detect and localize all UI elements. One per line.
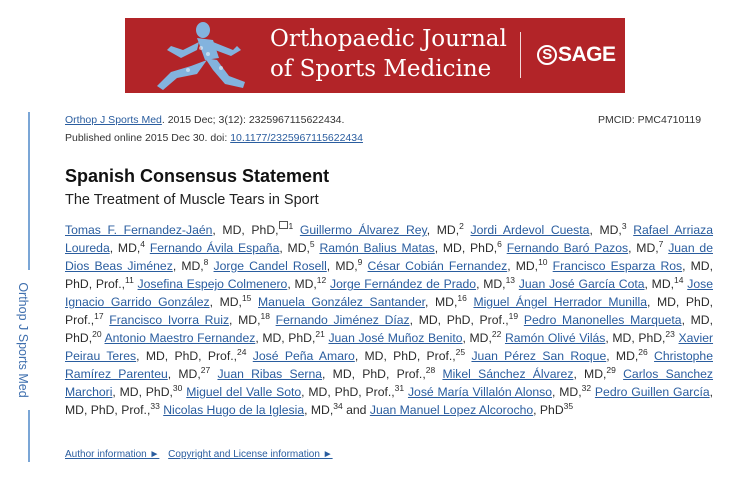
- author-degrees: , MD,: [279, 241, 310, 255]
- affiliation-number: 28: [425, 364, 436, 375]
- author-link[interactable]: Josefina Espejo Colmenero: [137, 277, 288, 291]
- citation-line: [65, 111, 363, 129]
- author-degrees: , MD,: [109, 241, 141, 255]
- author-degrees: , MD,: [425, 295, 458, 309]
- journal-title-line2: of Sports Medicine: [270, 56, 492, 82]
- author-degrees: , MD, PhD, Prof.,: [65, 295, 714, 327]
- info-links: [65, 449, 339, 460]
- affiliation-number: 5: [309, 238, 315, 249]
- author-degrees: , MD,: [209, 295, 242, 309]
- author-degrees: , MD,: [476, 277, 506, 291]
- affiliation-number: 1: [288, 220, 294, 231]
- affiliation-number: 30: [172, 382, 183, 393]
- author-link[interactable]: Carlos Sanchez Marchori: [65, 367, 714, 399]
- author-link[interactable]: Miguel Ángel Herrador Munilla: [473, 295, 647, 309]
- author-link[interactable]: Guillermo Álvarez Rey: [299, 223, 427, 237]
- affiliation-number: 7: [658, 238, 664, 249]
- affiliation-number: 21: [315, 328, 325, 339]
- affiliation-number: 12: [316, 274, 327, 285]
- author-degrees: , MD, PhD, Prof.,: [354, 349, 456, 363]
- author-degrees: , MD,: [229, 313, 261, 327]
- author-degrees: , MD, PhD,: [255, 331, 316, 345]
- affiliation-number: 22: [491, 328, 502, 339]
- author-link[interactable]: Xavier Peirau Teres: [65, 331, 714, 363]
- author-degrees: , MD,: [287, 277, 317, 291]
- author-link[interactable]: Jordi Ardevol Cuesta: [470, 223, 590, 237]
- author-degrees: , MD, PhD,: [65, 313, 713, 345]
- affiliation-number: 6: [497, 238, 502, 249]
- author-link[interactable]: Jose Ignacio Garrido González: [65, 277, 713, 309]
- author-link[interactable]: Ramón Olivé Vilás: [504, 331, 606, 345]
- affiliation-number: 13: [505, 274, 516, 285]
- author-link[interactable]: Juan José García Cota: [518, 277, 645, 291]
- affiliation-number: 8: [203, 256, 209, 267]
- author-link[interactable]: Christophe Ramírez Parenteu: [65, 349, 713, 381]
- affiliation-number: 19: [508, 310, 519, 321]
- author-link[interactable]: Jorge Candel Rosell: [213, 259, 327, 273]
- doi-link[interactable]: 10.1177/2325967115622434: [230, 132, 363, 144]
- affiliation-number: 24: [236, 346, 247, 357]
- author-link[interactable]: Tomas F. Fernandez-Jaén: [65, 223, 213, 237]
- author-degrees: , MD, PhD,: [112, 385, 173, 399]
- author-degrees: , MD, PhD,: [212, 223, 279, 237]
- author-degrees: , MD, PhD, Prof.,: [409, 313, 509, 327]
- author-link[interactable]: Francisco Esparza Ros: [552, 259, 683, 273]
- author-link[interactable]: Juan Manuel Lopez Alcorocho: [369, 403, 534, 417]
- affiliation-number: 18: [260, 310, 270, 321]
- affiliation-number: 3: [621, 220, 627, 231]
- author-link[interactable]: Mikel Sánchez Álvarez: [442, 367, 574, 381]
- sage-s-icon: S: [537, 45, 557, 65]
- affiliation-number: 14: [674, 274, 684, 285]
- affiliation-number: 23: [665, 328, 675, 339]
- journal-banner[interactable]: [125, 18, 625, 93]
- journal-title-line1: Orthopaedic Journal: [270, 26, 507, 52]
- citation-block: [65, 111, 363, 147]
- affiliation-number: 11: [124, 274, 134, 285]
- author-link[interactable]: Pedro Guillen García: [594, 385, 710, 399]
- author-link[interactable]: José Peña Amaro: [252, 349, 355, 363]
- author-link[interactable]: Jorge Fernández de Prado: [330, 277, 477, 291]
- author-link[interactable]: Ramón Balius Matas: [319, 241, 435, 255]
- author-degrees: , MD,: [573, 367, 607, 381]
- author-degrees: , MD,: [644, 277, 675, 291]
- author-link[interactable]: Juan de Dios Beas Jiménez: [65, 241, 713, 273]
- author-degrees: , MD, PhD, Prof.,: [322, 367, 426, 381]
- author-degrees: , MD, PhD,: [434, 241, 498, 255]
- author-degrees: , MD,: [167, 367, 201, 381]
- affiliation-number: 9: [357, 256, 363, 267]
- author-link[interactable]: Fernando Baró Pazos: [506, 241, 629, 255]
- author-link[interactable]: Fernando Jiménez Díaz: [275, 313, 410, 327]
- author-degrees: , MD,: [628, 241, 659, 255]
- affiliation-number: 35: [563, 400, 574, 411]
- author-link[interactable]: Fernando Ávila España: [149, 241, 280, 255]
- author-list: [65, 221, 713, 419]
- journal-link[interactable]: Orthop J Sports Med: [65, 114, 162, 126]
- affiliation-number: 4: [140, 238, 145, 249]
- affiliation-number: 33: [150, 400, 160, 411]
- affiliation-number: 20: [92, 328, 102, 339]
- author-link[interactable]: Nicolas Hugo de la Iglesia: [163, 403, 305, 417]
- author-link[interactable]: Rafael Arriaza Loureda: [65, 223, 714, 255]
- author-link[interactable]: Miguel del Valle Soto: [186, 385, 302, 399]
- author-degrees: , MD,: [507, 259, 539, 273]
- author-degrees: , MD, PhD, Prof.,: [136, 349, 237, 363]
- author-link[interactable]: Antonio Maestro Fernandez: [104, 331, 256, 345]
- published-line: [65, 129, 363, 147]
- citation-details: . 2015 Dec; 3(12): 2325967115622434.: [161, 114, 345, 126]
- author-degrees: , MD,: [172, 259, 204, 273]
- affiliation-number: 16: [457, 292, 467, 303]
- author-degrees: , MD, PhD, Prof.,: [301, 385, 395, 399]
- affiliation-number: 32: [581, 382, 592, 393]
- author-link[interactable]: Juan Pérez San Roque: [471, 349, 607, 363]
- author-degrees: , MD,: [326, 259, 358, 273]
- sidebar-label: Orthop J Sports Med: [15, 270, 31, 410]
- author-link[interactable]: Francisco Ivorra Ruiz: [109, 313, 230, 327]
- journal-sidebar: [2, 112, 42, 462]
- author-degrees: , MD, PhD, Prof.,: [65, 385, 714, 417]
- sage-logo: [537, 41, 616, 69]
- published-prefix: Published online 2015 Dec 30. doi:: [65, 132, 231, 144]
- author-degrees: , MD,: [552, 385, 582, 399]
- author-link[interactable]: Pedro Manonelles Marqueta: [523, 313, 682, 327]
- email-icon[interactable]: [279, 221, 288, 229]
- author-degrees: , MD,: [426, 223, 460, 237]
- author-conjunction: and: [342, 403, 367, 417]
- affiliation-number: 10: [538, 256, 548, 267]
- runner-figure-icon: [133, 20, 258, 92]
- author-link[interactable]: Juan Ribas Serna: [217, 367, 323, 381]
- article-subtitle: The Treatment of Muscle Tears in Sport: [65, 192, 319, 208]
- author-link[interactable]: Manuela González Santander: [258, 295, 426, 309]
- author-degrees: , MD, PhD, Prof.,: [65, 259, 713, 291]
- sage-wordmark: SAGE: [558, 43, 616, 66]
- affiliation-number: 27: [200, 364, 211, 375]
- affiliation-number: 2: [459, 220, 464, 231]
- pmcid: PMCID: PMC4710119: [598, 114, 702, 126]
- affiliation-number: 29: [606, 364, 616, 375]
- affiliation-number: 26: [638, 346, 648, 357]
- author-link[interactable]: José María Villalón Alonso: [407, 385, 553, 399]
- journal-title: [270, 24, 507, 84]
- copyright-license-link[interactable]: Copyright and License information ►: [168, 449, 333, 460]
- author-degrees: , MD,: [304, 403, 334, 417]
- affiliation-number: 15: [241, 292, 252, 303]
- author-link[interactable]: César Cobián Fernandez: [367, 259, 508, 273]
- author-information-link[interactable]: Author information ►: [65, 449, 160, 460]
- affiliation-number: 31: [394, 382, 405, 393]
- affiliation-number: 34: [333, 400, 343, 411]
- author-degrees: , MD,: [589, 223, 622, 237]
- article-title: Spanish Consensus Statement: [65, 166, 330, 186]
- author-link[interactable]: Juan José Muñoz Benito: [328, 331, 463, 345]
- affiliation-number: 25: [455, 346, 466, 357]
- author-degrees: , MD,: [462, 331, 492, 345]
- author-degrees: , MD, PhD,: [605, 331, 666, 345]
- author-degrees: , PhD: [533, 403, 564, 417]
- banner-divider: [520, 32, 521, 78]
- author-degrees: , MD,: [606, 349, 639, 363]
- affiliation-number: 17: [94, 310, 104, 321]
